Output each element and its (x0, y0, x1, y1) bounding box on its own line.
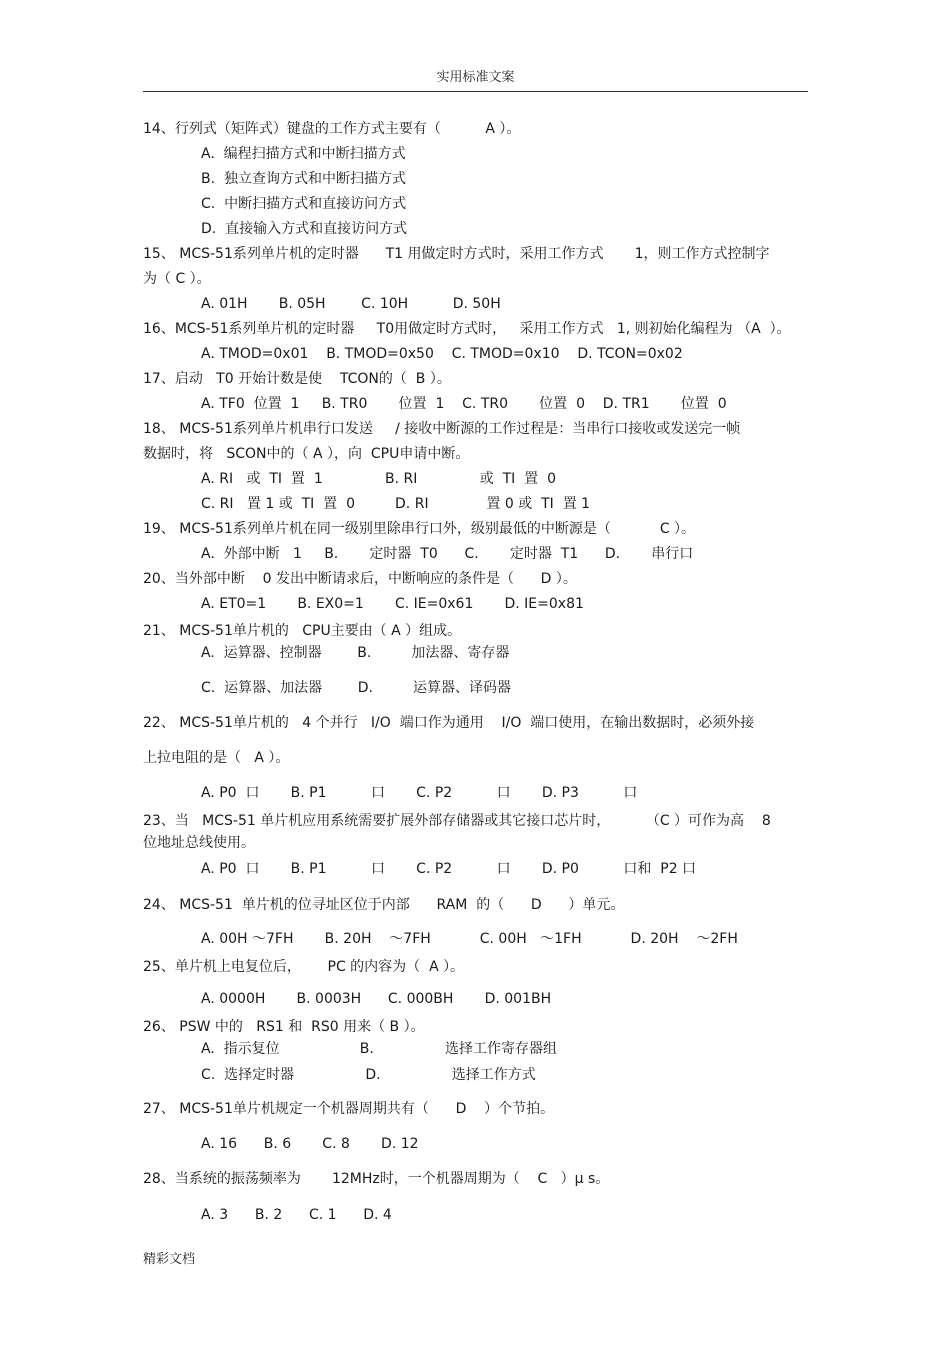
option-line: A. TMOD=0x01 B. TMOD=0x50 C. TMOD=0x10 D. TCON=0x02 (201, 346, 683, 362)
option-line: A. 编程扫描方式和中断扫描方式 (201, 146, 406, 162)
question-text: 位地址总线使用。 (143, 835, 255, 851)
option-line: A. 3 B. 2 C. 1 D. 4 (201, 1207, 392, 1223)
question-text: 18、 MCS-51系列单片机串行口发送 / 接收中断源的工作过程是：当串行口接收或发送完一帧 (143, 421, 741, 437)
option-line: A. RI 或 TI 置 1 B. RI 或 TI 置 0 (201, 471, 556, 487)
option-line: A. 指示复位 B. 选择工作寄存器组 (201, 1041, 558, 1057)
option-line: D. 直接输入方式和直接访问方式 (201, 221, 408, 237)
question-text: 25、单片机上电复位后， PC 的内容为（ A ）。 (143, 959, 465, 975)
question-text: 20、当外部中断 0 发出中断请求后，中断响应的条件是（ D ）。 (143, 571, 577, 587)
option-line: A. P0 口 B. P1 口 C. P2 口 D. P3 口 (201, 785, 638, 801)
page-header: 实用标准文案 (436, 70, 515, 85)
option-line: C. RI 置 1 或 TI 置 0 D. RI 置 0 或 TI 置 1 (201, 496, 591, 512)
question-text: 23、当 MCS-51 单片机应用系统需要扩展外部存储器或其它接口芯片时， （C ）可作为高 8 (143, 813, 771, 829)
question-text: 14、行列式（矩阵式）键盘的工作方式主要有（ A ）。 (143, 121, 521, 137)
option-line: A. 外部中断 1 B. 定时器 T0 C. 定时器 T1 D. 串行口 (201, 546, 694, 562)
option-line: C. 中断扫描方式和直接访问方式 (201, 196, 407, 212)
question-text: 21、 MCS-51单片机的 CPU主要由（ A ）组成。 (143, 623, 462, 639)
page-footer: 精彩文档 (143, 1252, 196, 1267)
question-text: 26、 PSW 中的 RS1 和 RS0 用来（ B ）。 (143, 1019, 425, 1035)
question-text: 28、当系统的振荡频率为 12MHz时，一个机器周期为（ C ）μ s。 (143, 1171, 610, 1187)
option-line: A. 01H B. 05H C. 10H D. 50H (201, 296, 501, 312)
option-line: A. 0000H B. 0003H C. 000BH D. 001BH (201, 991, 552, 1007)
question-text: 16、MCS-51系列单片机的定时器 T0用做定时方式时， 采用工作方式 1, 则初始化编程为 （A ）。 (143, 321, 791, 337)
question-text: 22、 MCS-51单片机的 4 个并行 I/O 端口作为通用 I/O 端口使用，在输出数据时，必须外接 (143, 715, 755, 731)
option-line: A. P0 口 B. P1 口 C. P2 口 D. P0 口和 P2 口 (201, 861, 697, 877)
option-line: A. 00H ～7FH B. 20H ～7FH C. 00H ～1FH D. 20H ～2FH (201, 931, 738, 947)
question-text: 数据时，将 SCON中的（ A ），向 CPU申请中断。 (143, 446, 470, 462)
header-divider (143, 91, 808, 92)
question-text: 27、 MCS-51单片机规定一个机器周期共有（ D ）个节拍。 (143, 1101, 555, 1117)
question-text: 上拉电阻的是（ A ）。 (143, 750, 290, 766)
option-line: A. TF0 位置 1 B. TR0 位置 1 C. TR0 位置 0 D. TR1 位置 0 (201, 396, 727, 412)
question-text: 24、 MCS-51 单片机的位寻址区位于内部 RAM 的（ D ）单元。 (143, 897, 625, 913)
option-line: B. 独立查询方式和中断扫描方式 (201, 171, 406, 187)
question-text: 19、 MCS-51系列单片机在同一级别里除串行口外，级别最低的中断源是（ C ）。 (143, 521, 696, 537)
question-text: 17、启动 T0 开始计数是使 TCON的（ B ）。 (143, 371, 451, 387)
option-line: C. 选择定时器 D. 选择工作方式 (201, 1067, 536, 1083)
option-line: C. 运算器、加法器 D. 运算器、译码器 (201, 680, 512, 696)
option-line: A. 16 B. 6 C. 8 D. 12 (201, 1136, 419, 1152)
question-text: 为（ C ）。 (143, 271, 211, 287)
question-text: 15、 MCS-51系列单片机的定时器 T1 用做定时方式时，采用工作方式 1，则工作方式控制字 (143, 246, 770, 262)
option-line: A. ET0=1 B. EX0=1 C. IE=0x61 D. IE=0x81 (201, 596, 584, 612)
option-line: A. 运算器、控制器 B. 加法器、寄存器 (201, 645, 510, 661)
